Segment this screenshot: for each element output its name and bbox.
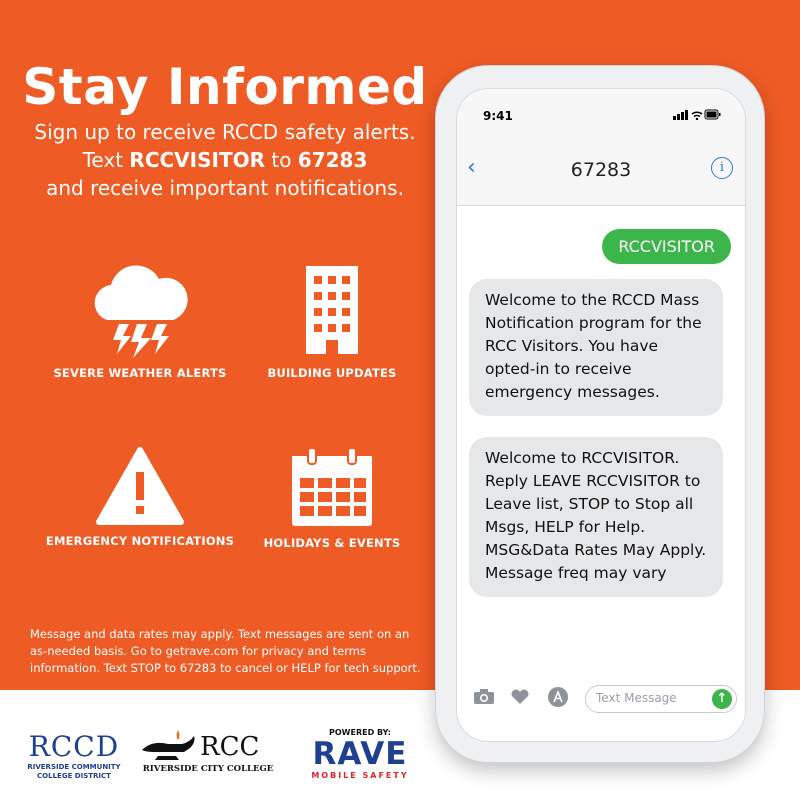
building-icon (302, 262, 362, 358)
app-store-icon[interactable] (547, 686, 569, 708)
text-instruction (0, 148, 450, 172)
feature-label: EMERGENCY NOTIFICATIONS (45, 534, 235, 548)
short-code: 67283 (297, 148, 368, 172)
page-title: Stay Informed (22, 58, 428, 116)
feature-holidays (232, 446, 432, 550)
received-message-bubble: Welcome to RCCVISITOR. Reply LEAVE RCCVISITOR to Leave list, STOP to Stop all Msgs, HELP for Help. MSG&Data Rates May Apply. Message freq may vary (469, 437, 723, 597)
feature-label: HOLIDAYS & EVENTS (263, 536, 401, 550)
calendar-icon (290, 446, 374, 528)
disclaimer: Message and data rates may apply. Text messages are sent on an as-needed basis. Go to getrave.com for privacy and terms information. Text STOP to 67283 to cancel or HELP for tech support. (30, 627, 421, 675)
lamp-icon (138, 726, 202, 762)
contact-number: 67283 (570, 159, 632, 181)
conversation-header (457, 137, 745, 206)
rave-logo (304, 728, 416, 780)
feature-emergency (40, 446, 240, 548)
storm-cloud-icon (85, 258, 195, 358)
feature-label: SEVERE WEATHER ALERTS (53, 366, 227, 380)
rccd-logo (24, 730, 124, 781)
compose-bar (457, 671, 745, 741)
signal-wifi-battery-icon (673, 109, 721, 123)
send-arrow-icon[interactable]: ↑ (712, 689, 732, 709)
rccd-logo-text: RCCD (28, 730, 120, 763)
receive-line: and receive important notifications. (46, 176, 404, 200)
rave-logo-text: RAVE (312, 736, 408, 772)
instruction-mid: to (265, 148, 298, 172)
rave-logo-subtitle: MOBILE SAFETY (311, 771, 409, 780)
digital-touch-icon[interactable] (509, 689, 531, 705)
powered-by-label: POWERED BY: (329, 728, 391, 737)
rcc-logo-text: RCC (200, 732, 260, 762)
info-icon[interactable]: i (711, 157, 733, 179)
received-message-bubble: Welcome to the RCCD Mass Notification program for the RCC Visitors. You have opted-in to receive emergency messages. (469, 279, 723, 416)
phone-screen (456, 88, 746, 742)
message-placeholder: Text Message (596, 691, 677, 705)
back-chevron-icon[interactable]: ‹ (467, 155, 476, 180)
status-bar (457, 89, 745, 137)
camera-icon[interactable] (473, 689, 495, 705)
keyword: RCCVISITOR (129, 148, 265, 172)
rccd-logo-subtitle: RIVERSIDE COMMUNITY COLLEGE DISTRICT (27, 763, 121, 780)
warning-icon (95, 446, 185, 526)
instruction-pre: Text (82, 148, 130, 172)
rcc-logo-subtitle: RIVERSIDE CITY COLLEGE (142, 764, 274, 774)
feature-building-updates (232, 262, 432, 380)
feature-label: BUILDING UPDATES (267, 366, 397, 380)
status-time: 9:41 (483, 109, 513, 123)
feature-severe-weather (40, 258, 240, 380)
sent-message-bubble: RCCVISITOR (602, 229, 731, 264)
signup-line: Sign up to receive RCCD safety alerts. (34, 120, 416, 144)
message-input[interactable] (585, 685, 737, 713)
